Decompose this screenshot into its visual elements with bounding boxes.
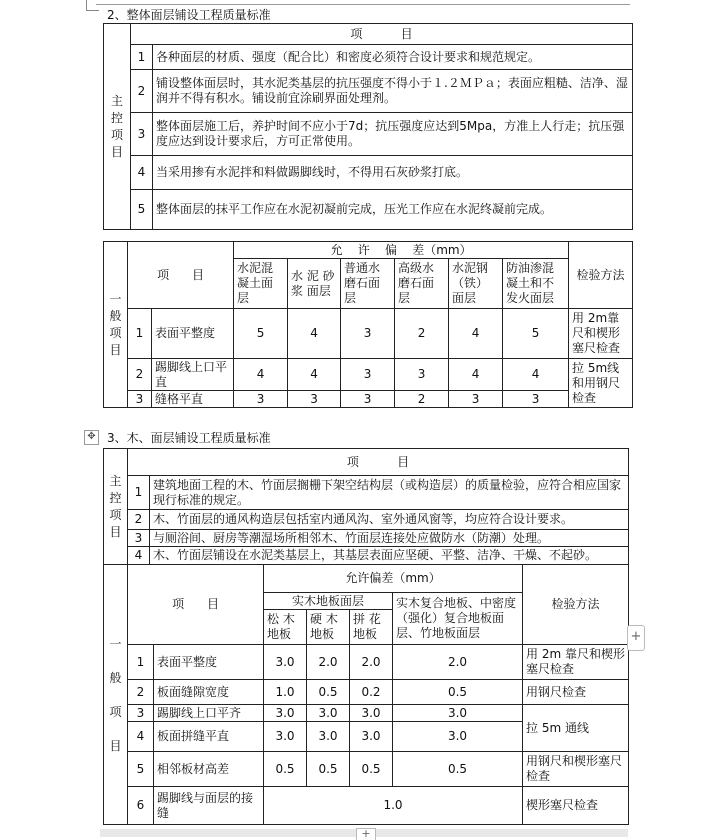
section2-general-row-item: 表面平整度 <box>152 309 234 359</box>
section3-method-cell: 楔形塞尺检查 <box>523 787 629 825</box>
section3-main-row-text: 木、竹面层铺设在水泥类基层上，其基层表面应坚硬、平整、洁净、干燥、不起砂。 <box>150 547 629 565</box>
section3-sub-column-header: 松 木 地板 <box>264 610 307 645</box>
section2-value-cell: 4 <box>449 359 503 391</box>
section2-value-cell: 3 <box>234 391 288 408</box>
section3-value-cell: 0.5 <box>350 752 393 787</box>
section2-general-row-no: 1 <box>128 309 152 359</box>
section2-main-row-text: 整体面层的抹平工作应在水泥初凝前完成，压光工作应在水泥终凝前完成。 <box>153 190 633 230</box>
section3-general-row-no: 3 <box>128 705 154 722</box>
section3-general-row-no: 1 <box>128 645 154 680</box>
section3-general-row-item: 踢脚线与面层的接缝 <box>154 787 264 825</box>
section3-general-row-no: 2 <box>128 680 154 705</box>
section3-main-row-no: 3 <box>128 530 150 547</box>
section3-sub-column-header: 硬 木 地板 <box>307 610 350 645</box>
section3-general-tolerance-header: 允许偏差（mm） <box>264 565 523 593</box>
section3-general-row-item: 踢脚线上口平齐 <box>154 705 264 722</box>
section3-main-row-no: 2 <box>128 510 150 530</box>
section2-column-header: 高级水磨石面层 <box>395 259 449 309</box>
section2-column-header: 普通水磨石面层 <box>341 259 395 309</box>
section2-value-cell: 3 <box>341 391 395 408</box>
section3-value-cell: 0.5 <box>307 680 350 705</box>
section3-general-row-no: 6 <box>128 787 154 825</box>
section2-general-method-header: 检验方法 <box>569 242 633 309</box>
section2-main-table <box>103 23 633 230</box>
section2-general-group-label: 一 般 项 目 <box>104 242 128 408</box>
table-move-handle-icon[interactable]: ✥ <box>84 430 99 445</box>
section2-column-header: 水泥混凝土面层 <box>234 259 288 309</box>
section3-general-item-header: 项 目 <box>128 565 264 645</box>
section2-main-row-text: 当采用掺有水泥拌和料做踢脚线时，不得用石灰砂浆打底。 <box>153 156 633 190</box>
section2-main-row-text: 整体面层施工后，养护时间不应小于7d；抗压强度应达到5Mpa，方准上人行走；抗压强度应达到设计要求后，方可正常使用。 <box>153 113 633 156</box>
section3-general-method-header: 检验方法 <box>523 565 629 645</box>
section3-method-cell: 用钢尺检查 <box>523 680 629 705</box>
section2-main-row-no: 4 <box>131 156 153 190</box>
section3-main-row-text: 与厕浴间、厨房等潮湿场所相邻木、竹面层连接处应做防水（防潮）处理。 <box>150 530 629 547</box>
section2-main-row-text: 铺设整体面层时，其水泥类基层的抗压强度不得小于１.２ＭＰａ；表面应粗糙、洁净、湿润并不得有积水。铺设前宜涂刷界面处理剂。 <box>153 70 633 113</box>
section3-value-cell: 3.0 <box>350 705 393 722</box>
section3-general-row-no: 4 <box>128 722 154 752</box>
section2-value-cell: 4 <box>234 359 288 391</box>
section3-value-cell: 3.0 <box>264 705 307 722</box>
section2-value-cell: 3 <box>288 391 341 408</box>
section2-value-cell: 4 <box>449 309 503 359</box>
section3-value-cell: 1.0 <box>264 680 307 705</box>
section2-general-row-item: 缝格平直 <box>152 391 234 408</box>
section2-value-cell: 4 <box>288 359 341 391</box>
section3-main-row-no: 1 <box>128 476 150 510</box>
section3-general-row-no: 5 <box>128 752 154 787</box>
section2-main-row-text: 各种面层的材质、强度（配合比）和密度必须符合设计要求和规范规定。 <box>153 45 633 70</box>
section2-value-cell: 2 <box>395 309 449 359</box>
section3-general-row-item: 板面缝隙宽度 <box>154 680 264 705</box>
margin-corner-mark <box>86 0 99 11</box>
section3-composite-header: 实木复合地板、中密度（强化）复合地板面层、竹地板面层 <box>393 593 523 645</box>
section2-value-cell: 2 <box>395 391 449 408</box>
section2-main-group-label: 主 控 项 目 <box>104 24 131 230</box>
section3-value-cell: 3.0 <box>307 722 350 752</box>
section3-value-cell: 2.0 <box>350 645 393 680</box>
section3-value-cell: 0.2 <box>350 680 393 705</box>
section2-general-tolerance-header: 允 许 偏 差（mm） <box>234 242 569 259</box>
section3-general-row-item: 相邻板材高差 <box>154 752 264 787</box>
section3-composite-cell: 3.0 <box>393 722 523 752</box>
section3-method-cell: 用钢尺和楔形塞尺检查 <box>523 752 629 787</box>
section2-general-row-no: 2 <box>128 359 152 391</box>
section2-value-cell: 3 <box>449 391 503 408</box>
section3-value-cell: 0.5 <box>264 752 307 787</box>
section3-general-table <box>103 564 629 825</box>
section3-composite-cell: 2.0 <box>393 645 523 680</box>
section3-value-cell: 3.0 <box>264 722 307 752</box>
section2-general-row-item: 踢脚线上口平直 <box>152 359 234 391</box>
section3-main-header: 项 目 <box>128 449 629 476</box>
add-column-button[interactable]: + <box>627 625 645 651</box>
section3-value-cell: 3.0 <box>264 645 307 680</box>
section3-value-cell: 3.0 <box>350 722 393 752</box>
section3-main-table <box>103 448 629 565</box>
section2-value-cell: 4 <box>288 309 341 359</box>
section2-general-row-no: 3 <box>128 391 152 408</box>
section3-composite-cell: 3.0 <box>393 705 523 722</box>
section3-main-row-no: 4 <box>128 547 150 565</box>
section3-title: 3、木、面层铺设工程质量标准 <box>107 431 271 445</box>
section2-value-cell: 3 <box>395 359 449 391</box>
section3-general-row-item: 表面平整度 <box>154 645 264 680</box>
section3-general-row-item: 板面拼缝平直 <box>154 722 264 752</box>
section3-sub-column-header: 拼 花 地板 <box>350 610 393 645</box>
section3-general-group-label: 一 般 项 目 <box>104 565 128 825</box>
section3-method-cell: 拉 5m 通线 <box>523 705 629 752</box>
section2-main-header: 项 目 <box>131 24 633 45</box>
section3-main-row-text: 建筑地面工程的木、竹面层搁栅下架空结构层（或构造层）的质量检验，应符合相应国家现行标准的规定。 <box>150 476 629 510</box>
section2-value-cell: 5 <box>234 309 288 359</box>
section3-composite-cell: 0.5 <box>393 680 523 705</box>
section2-method-cell: 拉 5m线和用钢尺检查 <box>569 359 633 408</box>
section2-column-header: 水泥钢（铁）面层 <box>449 259 503 309</box>
section2-value-cell: 3 <box>341 359 395 391</box>
section3-value-cell: 0.5 <box>307 752 350 787</box>
section2-column-header: 水 泥 砂 浆 面层 <box>288 259 341 309</box>
section3-solid-wood-header: 实木地板面层 <box>264 593 393 610</box>
section2-main-row-no: 3 <box>131 113 153 156</box>
section2-general-item-header: 项 目 <box>128 242 234 309</box>
section2-main-row-no: 2 <box>131 70 153 113</box>
section3-merged-value-cell: 1.0 <box>264 787 523 825</box>
section2-value-cell: 3 <box>503 391 569 408</box>
section3-value-cell: 2.0 <box>307 645 350 680</box>
section3-method-cell: 用 2m 靠尺和楔形塞尺检查 <box>523 645 629 680</box>
section2-main-row-no: 1 <box>131 45 153 70</box>
page-top-rule <box>96 4 630 5</box>
section3-main-group-label: 主 控 项 目 <box>104 449 128 565</box>
section2-title: 2、整体面层铺设工程质量标准 <box>107 8 271 22</box>
section2-value-cell: 4 <box>503 359 569 391</box>
add-row-button[interactable]: + <box>356 828 376 840</box>
section2-method-cell: 用 2m靠尺和楔形塞尺检查 <box>569 309 633 359</box>
section3-composite-cell: 0.5 <box>393 752 523 787</box>
section2-main-row-no: 5 <box>131 190 153 230</box>
section2-value-cell: 5 <box>503 309 569 359</box>
section3-value-cell: 3.0 <box>307 705 350 722</box>
section2-value-cell: 3 <box>341 309 395 359</box>
section3-main-row-text: 木、竹面层的通风构造层包括室内通风沟、室外通风窗等，均应符合设计要求。 <box>150 510 629 530</box>
section2-column-header: 防油渗混凝土和不发火面层 <box>503 259 569 309</box>
section2-general-table <box>103 241 633 408</box>
